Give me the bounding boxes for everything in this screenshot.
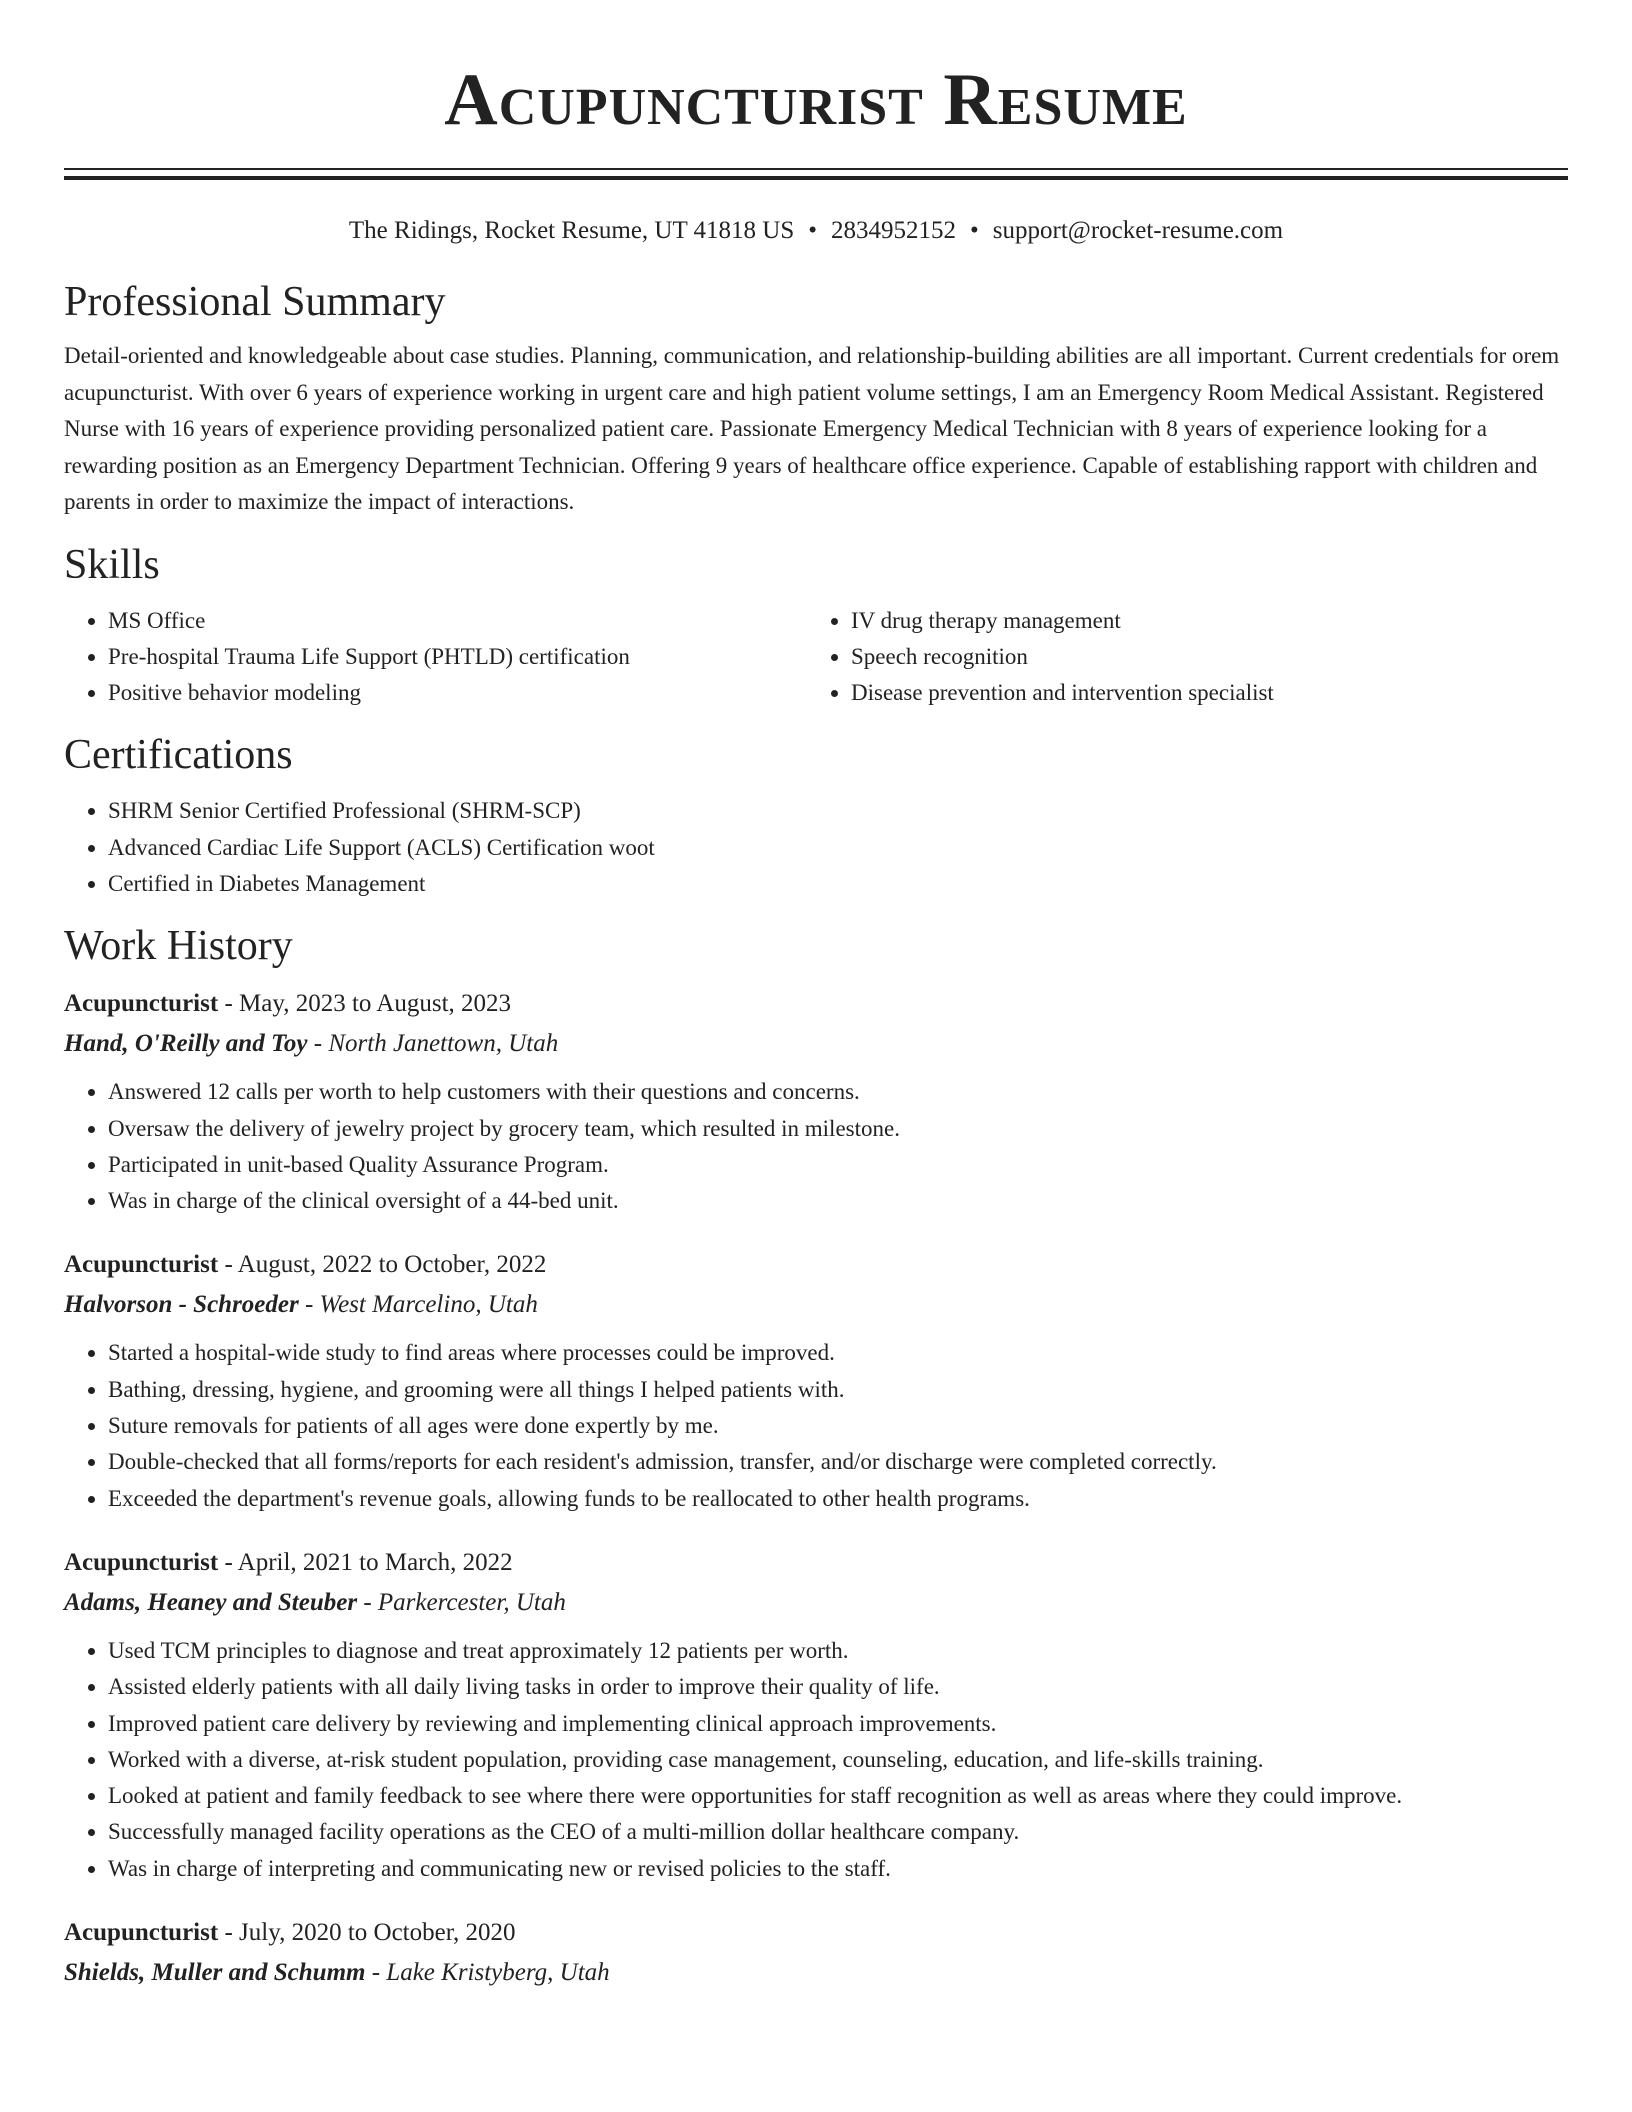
job-bullet: • Looked at patient and family feedback to see where there were opportunities for staff recognition as well as areas where they could improve.: [108, 1778, 1568, 1814]
certification-item: • Advanced Cardiac Life Support (ACLS) Certification woot: [108, 830, 1568, 866]
job-company-line: [64, 1955, 1568, 1991]
job-company-line: [64, 1585, 1568, 1621]
job-entry: [64, 986, 1568, 1219]
contact-address: The Ridings, Rocket Resume, UT 41818 US: [348, 217, 795, 244]
job-title-line: [64, 986, 1568, 1022]
job-bullet: • Worked with a diverse, at-risk student population, providing case management, counseling, education, and life-skills training.: [108, 1742, 1568, 1778]
skills-heading: Skills: [64, 541, 160, 588]
certifications-heading: Certifications: [64, 732, 293, 779]
job-bullet: • Suture removals for patients of all ages were done expertly by me.: [108, 1408, 1568, 1444]
contact-separator: •: [970, 217, 979, 244]
job-title-line: [64, 1247, 1568, 1283]
job-bullet: • Participated in unit-based Quality Assurance Program.: [108, 1147, 1568, 1183]
certification-item: • Certified in Diabetes Management: [108, 866, 1568, 902]
job-title-line: [64, 1915, 1568, 1951]
work-history-heading: Work History: [64, 923, 293, 970]
job-title: Acupuncturist: [64, 990, 219, 1018]
job-location: - Lake Kristyberg, Utah: [365, 1959, 610, 1987]
job-title: Acupuncturist: [64, 1919, 219, 1947]
job-bullets: [64, 1633, 1568, 1887]
job-bullet: • Double-checked that all forms/reports for each resident's admission, transfer, and/or discharge were completed correctly.: [108, 1444, 1568, 1480]
job-bullet: • Improved patient care delivery by reviewing and implementing clinical approach improvements.: [108, 1706, 1568, 1742]
job-bullet: • Bathing, dressing, hygiene, and grooming were all things I helped patients with.: [108, 1372, 1568, 1408]
certification-item: • SHRM Senior Certified Professional (SHRM-SCP): [108, 793, 1568, 829]
job-dates: - August, 2022 to October, 2022: [218, 1251, 547, 1279]
job-bullet: • Assisted elderly patients with all daily living tasks in order to improve their quality of life.: [108, 1669, 1568, 1705]
job-bullet: • Oversaw the delivery of jewelry project by grocery team, which resulted in milestone.: [108, 1111, 1568, 1147]
job-dates: - April, 2021 to March, 2022: [218, 1548, 513, 1576]
job-dates: - May, 2023 to August, 2023: [218, 990, 512, 1018]
summary-heading: Professional Summary: [64, 279, 446, 325]
job-bullets: [64, 1335, 1568, 1516]
job-company: Hand, O'Reilly and Toy: [64, 1030, 308, 1058]
skill-item: • Disease prevention and intervention specialist: [851, 675, 1550, 711]
job-title: Acupuncturist: [64, 1251, 219, 1279]
job-entry: [64, 1545, 1568, 1887]
skill-item: • Positive behavior modeling: [108, 675, 807, 711]
job-location: - Parkercester, Utah: [357, 1588, 566, 1616]
skills-grid: [64, 603, 1568, 712]
resume-title: Acupuncturist Resume: [444, 59, 1188, 141]
job-company: Adams, Heaney and Steuber: [64, 1588, 358, 1616]
job-bullet: • Answered 12 calls per worth to help customers with their questions and concerns.: [108, 1074, 1568, 1110]
job-bullet: • Was in charge of interpreting and communicating new or revised policies to the staff.: [108, 1851, 1568, 1887]
job-bullets: [64, 1074, 1568, 1219]
skill-item: • MS Office: [108, 603, 807, 639]
job-title-line: [64, 1545, 1568, 1581]
job-dates: - July, 2020 to October, 2020: [218, 1919, 516, 1947]
skills-list-left: [64, 603, 807, 712]
title-divider-thin: [64, 168, 1568, 170]
contact-separator: •: [808, 217, 818, 244]
job-location: - West Marcelino, Utah: [298, 1291, 538, 1319]
certifications-list: [64, 793, 1568, 902]
contact-email: support@rocket-resume.com: [992, 217, 1284, 244]
summary-text: Detail-oriented and knowledgeable about case studies. Planning, communication, and relationship-building abilities are all important. Current credentials for orem acupuncturist. With over 6 years of experience working in urgent care and high patient volume settings, I am an Emergency Room Medical Assistant. Registered Nurse with 16 years of experience providing personalized patient care. Passionate Emergency Medical Technician with 8 years of experience looking for a rewarding position as an Emergency Department Technician. Offering 9 years of healthcare office experience. Capable of establishing rapport with children and parents in order to maximize the impact of interactions.: [64, 343, 1560, 514]
job-company-line: [64, 1287, 1568, 1323]
job-bullet: • Successfully managed facility operations as the CEO of a multi-million dollar healthcare company.: [108, 1814, 1568, 1850]
job-bullet: • Was in charge of the clinical oversight of a 44-bed unit.: [108, 1183, 1568, 1219]
job-company: Halvorson - Schroeder: [64, 1291, 299, 1319]
contact-line: [64, 214, 1568, 248]
title-divider-thick: [64, 176, 1568, 180]
skill-item: • Pre-hospital Trauma Life Support (PHTLD) certification: [108, 639, 807, 675]
job-entry: [64, 1247, 1568, 1516]
job-company-line: [64, 1026, 1568, 1062]
contact-phone: 2834952152: [831, 217, 957, 244]
job-company: Shields, Muller and Schumm: [64, 1959, 366, 1987]
skills-list-right: [807, 603, 1550, 712]
job-entry: [64, 1915, 1568, 1991]
job-bullet: • Used TCM principles to diagnose and treat approximately 12 patients per worth.: [108, 1633, 1568, 1669]
job-title: Acupuncturist: [64, 1548, 219, 1576]
skill-item: • IV drug therapy management: [851, 603, 1550, 639]
skill-item: • Speech recognition: [851, 639, 1550, 675]
job-bullet: • Started a hospital-wide study to find areas where processes could be improved.: [108, 1335, 1568, 1371]
job-location: - North Janettown, Utah: [307, 1030, 559, 1058]
job-bullet: • Exceeded the department's revenue goals, allowing funds to be reallocated to other health programs.: [108, 1481, 1568, 1517]
